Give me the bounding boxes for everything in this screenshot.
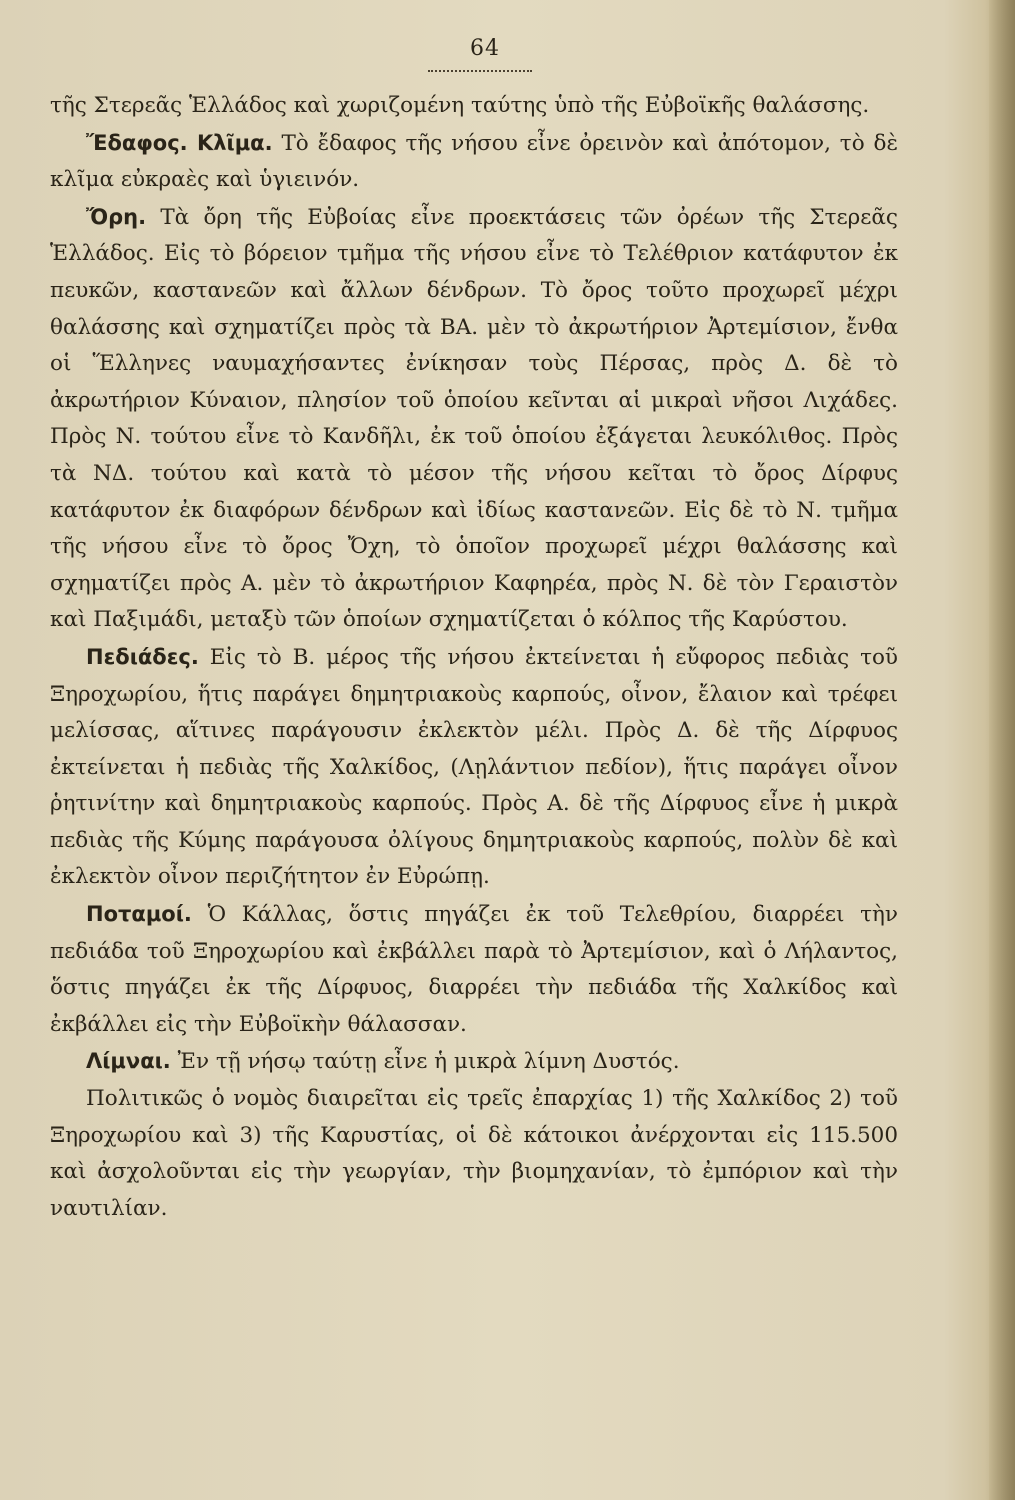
- section-heading: Πεδιάδες.: [86, 644, 199, 669]
- paragraph-text: Πολιτικῶς ὁ νομὸς διαιρεῖται εἰς τρεῖς ἐπαρχίας 1) τῆς Χαλκίδος 2) τοῦ Ξηροχωρίου καὶ 3) τῆς Καρυστίας, οἱ δὲ κάτοικοι ἀνέρχονται εἰς 115.500 καὶ ἀσχολοῦνται εἰς τὴν γεωργίαν, τὴν βιομηχανίαν, τὸ ἐμπόριον καὶ τὴν ναυτιλίαν.: [50, 1086, 898, 1221]
- body-text: [50, 88, 898, 1227]
- paragraph-intro: [50, 88, 898, 125]
- paragraph-text: Ὁ Κάλλας, ὅστις πηγάζει ἐκ τοῦ Τελεθρίου, διαρρέει τὴν πεδιάδα τοῦ Ξηροχωρίου καὶ ἐκβάλλει παρὰ τὸ Ἀρτεμίσιον, καὶ ὁ Λήλαντος, ὅστις πηγάζει ἐκ τῆς Δίρφυος, διαρρέει τὴν πεδιάδα τῆς Χαλκίδος καὶ ἐκβάλλει εἰς τὴν Εὐβοϊκὴν θάλασσαν.: [50, 902, 898, 1037]
- paragraph-text: Ἐν τῇ νήσῳ ταύτῃ εἶνε ἡ μικρὰ λίμνη Δυστός.: [177, 1049, 680, 1075]
- section-heading: Ποταμοί.: [86, 902, 192, 927]
- paragraph-soil-climate: [50, 125, 898, 199]
- section-heading: Ὄρη.: [86, 204, 147, 229]
- paragraph-text: Εἰς τὸ Β. μέρος τῆς νήσου ἐκτείνεται ἡ εὔφορος πεδιὰς τοῦ Ξηροχωρίου, ἥτις παράγει δημητριακοὺς καρπούς, οἶνον, ἔλαιον καὶ τρέφει μελίσσας, αἵτινες παράγουσιν ἐκλεκτὸν μέλι. Πρὸς Δ. δὲ τῆς Δίρφυος ἐκτείνεται ἡ πεδιὰς τῆς Χαλκίδος, (Λῃλάντιον πεδίον), ἥτις παράγει οἶνον ῥητινίτην καὶ δημητριακοὺς καρπούς. Πρὸς Α. δὲ τῆς Δίρφυος εἶνε ἡ μικρὰ πεδιὰς τῆς Κύμης παράγουσα ὀλίγους δημητριακοὺς καρπούς, πολὺν δὲ καὶ ἐκλεκτὸν οἶνον περιζήτητον ἐν Εὐρώπῃ.: [50, 644, 898, 890]
- paragraph-text: Τὰ ὄρη τῆς Εὐβοίας εἶνε προεκτάσεις τῶν ὀρέων τῆς Στερεᾶς Ἑλλάδος. Εἰς τὸ βόρειον τμῆμα τῆς νήσου εἶνε τὸ Τελέθριον κατάφυτον ἐκ πευκῶν, καστανεῶν καὶ ἄλλων δένδρων. Τὸ ὄρος τοῦτο προχωρεῖ μέχρι θαλάσσης καὶ σχηματίζει πρὸς τὰ ΒΑ. μὲν τὸ ἀκρωτήριον Ἀρτεμίσιον, ἔνθα οἱ Ἕλληνες ναυμαχήσαντες ἐνίκησαν τοὺς Πέρσας, πρὸς Δ. δὲ τὸ ἀκρωτήριον Κύναιον, πλησίον τοῦ ὁποίου κεῖνται αἱ μικραὶ νῆσοι Λιχάδες. Πρὸς Ν. τούτου εἶνε τὸ Κανδῆλι, ἐκ τοῦ ὁποίου ἐξάγεται λευκόλιθος. Πρὸς τὰ ΝΔ. τούτου καὶ κατὰ τὸ μέσον τῆς νήσου κεῖται τὸ ὄρος Δίρφυς κατάφυτον ἐκ διαφόρων δένδρων καὶ ἰδίως καστανεῶν. Εἰς δὲ τὸ Ν. τμῆμα τῆς νήσου εἶνε τὸ ὄρος Ὄχη, τὸ ὁποῖον προχωρεῖ μέχρι θαλάσσης καὶ σχηματίζει πρὸς Α. μὲν τὸ ἀκρωτήριον Καφηρέα, πρὸς Ν. δὲ τὸν Γεραιστὸν καὶ Παξιμάδι, μεταξὺ τῶν ὁποίων σχηματίζεται ὁ κόλπος τῆς Καρύστου.: [50, 204, 898, 633]
- page-spine-shadow: [989, 0, 1015, 1500]
- paragraph-administration: [50, 1081, 898, 1227]
- paragraph-text: Τὸ ἔδαφος τῆς νήσου εἶνε ὀρεινὸν καὶ ἀπότομον, τὸ δὲ κλῖμα εὐκραὲς καὶ ὑγιεινόν.: [50, 130, 898, 193]
- paragraph-rivers: [50, 896, 898, 1043]
- header-rule: [428, 70, 532, 72]
- section-heading: Ἔδαφος. Κλῖμα.: [86, 130, 273, 155]
- page-number: 64: [470, 36, 500, 61]
- section-heading: Λίμναι.: [86, 1049, 171, 1074]
- paragraph-plains: [50, 639, 898, 896]
- paragraph-text: τῆς Στερεᾶς Ἑλλάδος καὶ χωριζομένη ταύτης ὑπὸ τῆς Εὐβοϊκῆς θαλάσσης.: [50, 93, 870, 118]
- paragraph-lakes: [50, 1043, 898, 1081]
- paragraph-mountains: [50, 199, 898, 639]
